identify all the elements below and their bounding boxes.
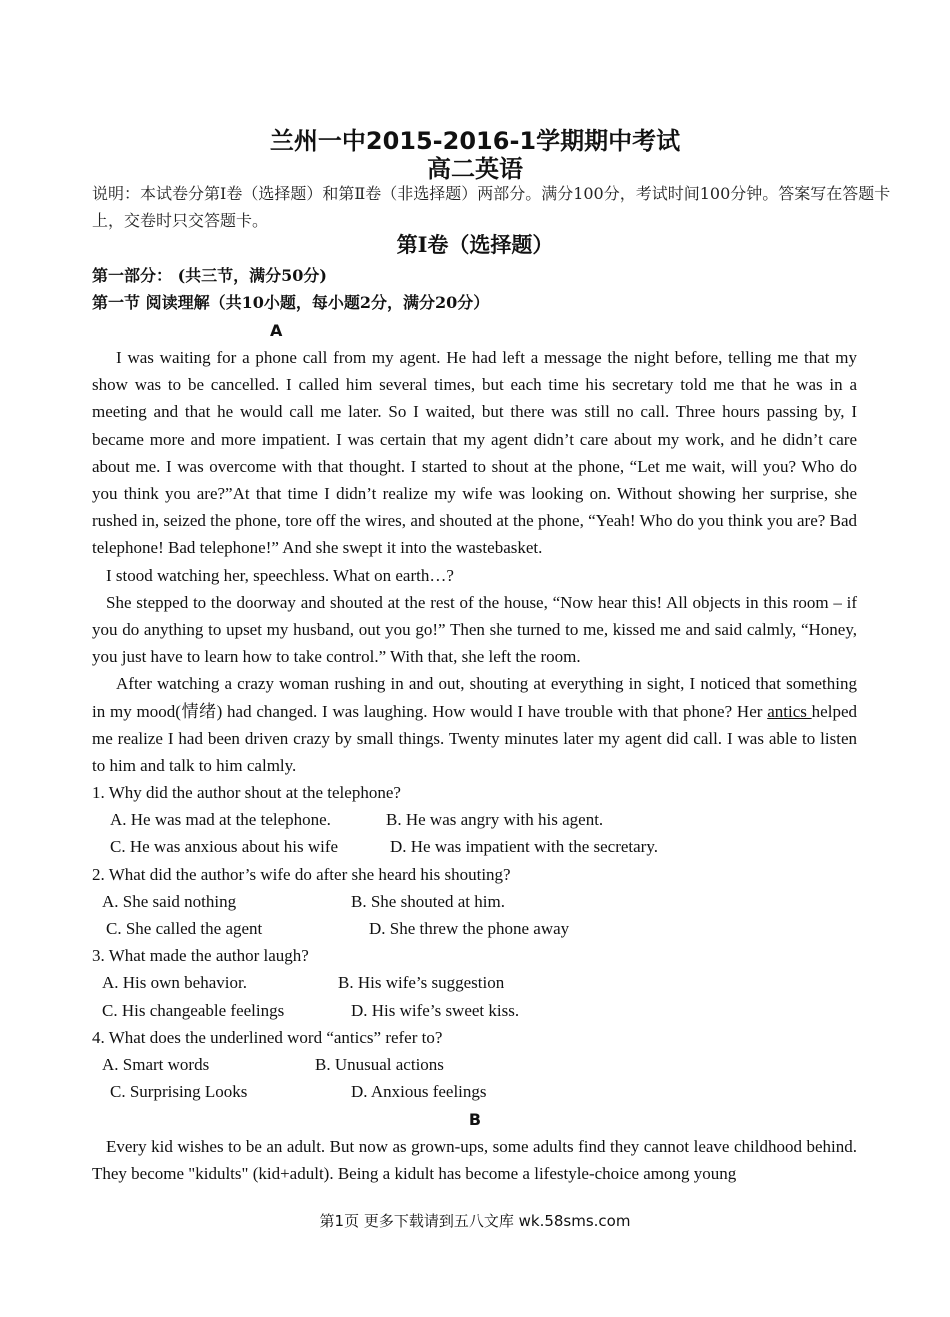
question-1-option-d[interactable]: D. He was impatient with the secretary. xyxy=(390,837,658,857)
passage-a-paragraph-4 xyxy=(92,670,857,779)
question-1-stem: 1. Why did the author shout at the telephone? xyxy=(92,783,401,802)
question-3-row-2 xyxy=(92,997,857,1024)
question-2-option-c[interactable]: C. She called the agent xyxy=(106,918,263,938)
question-1-option-c[interactable]: C. He was anxious about his wife xyxy=(110,837,339,857)
question-4-option-d[interactable]: D. Anxious feelings xyxy=(351,1082,487,1102)
paragraph-4-text-before: After watching a crazy woman rushing in and out, shouting at everything in sight, I noticed that something in my mood(情绪) had changed. I was laughing. How would I have trouble with that phone? Her xyxy=(92,674,857,721)
question-4-row-2 xyxy=(92,1078,857,1105)
question-2-row-2 xyxy=(92,915,857,942)
question-2-row-1 xyxy=(92,888,857,915)
question-3-option-d[interactable]: D. His wife’s sweet kiss. xyxy=(351,1000,520,1020)
question-3-row-1 xyxy=(92,969,857,996)
question-2-stem: 2. What did the author’s wife do after she heard his shouting? xyxy=(92,864,511,884)
question-4-option-c[interactable]: C. Surprising Looks xyxy=(110,1082,248,1102)
passage-b-paragraph-1: Every kid wishes to be an adult. But now as grown-ups, some adults find they cannot leave childhood behind. They become "kidults" (kid+adult). Being a kidult has become a lifestyle-choice among young xyxy=(92,1137,857,1184)
volume-title: 第Ⅰ卷（选择题） xyxy=(396,232,554,257)
passage-b xyxy=(92,1133,857,1187)
question-list xyxy=(92,779,857,1105)
question-3-option-b[interactable]: B. His wife’s suggestion xyxy=(338,973,505,993)
question-1-row-1 xyxy=(92,806,857,833)
question-2-option-b[interactable]: B. She shouted at him. xyxy=(351,891,505,911)
question-4-option-b[interactable]: B. Unusual actions xyxy=(315,1054,444,1074)
exam-title: 兰州一中2015-2016-1学期期中考试 xyxy=(269,127,681,155)
question-3-stem: 3. What made the author laugh? xyxy=(92,946,309,966)
part-title: 第一部分： (共三节，满分50分) xyxy=(92,266,327,285)
passage-a xyxy=(92,344,857,779)
question-4-option-a[interactable]: A. Smart words xyxy=(102,1054,210,1074)
question-1-option-a[interactable]: A. He was mad at the telephone. xyxy=(110,810,331,830)
passage-a-paragraph-2: I stood watching her, speechless. What on earth…? xyxy=(106,565,454,585)
underlined-word-antics: antics xyxy=(767,701,812,721)
passage-a-paragraph-1: I was waiting for a phone call from my agent. He had left a message the night before, telling me that my show was to be cancelled. I called him several times, but each time his secretary told me that he was in a meeting and that he would call me later. So I waited, but there was still no call. Three hours passing by, I became more and more impatient. I was certain that my agent didn’t care about my work, and he didn’t care about me. I was overcome with that thought. I started to shout at the phone, “Let me wait, will you? Who do you think you are?”At that time I didn’t realize my wife was looking on. Without showing her surprise, she rushed in, seized the phone, tore off the wires, and shouted at the phone, “Yeah! Who do you think you are? Bad telephone! Bad telephone!” And she swept it into the wastebasket. xyxy=(92,348,857,558)
subject-title: 高二英语 xyxy=(427,155,523,183)
passage-b-label: B xyxy=(468,1110,482,1129)
paragraph-4-text-after: helped me realize I had been driven crazy by small things. Twenty minutes later my agent did call. I was able to listen to him and talk to him calmly. xyxy=(92,701,857,776)
question-3-option-c[interactable]: C. His changeable feelings xyxy=(102,1000,285,1020)
question-3-option-a[interactable]: A. His own behavior. xyxy=(102,973,247,993)
passage-a-paragraph-3: She stepped to the doorway and shouted at the rest of the house, “Now hear this! All objects in this room – if you do anything to upset my husband, out you go!” Then she turned to me, kissed me and said calmly, “Honey, you just have to learn how to take control.” With that, she left the room. xyxy=(92,592,857,667)
question-1-option-b[interactable]: B. He was angry with his agent. xyxy=(386,810,604,830)
question-2-option-d[interactable]: D. She threw the phone away xyxy=(369,918,570,938)
question-2-option-a[interactable]: A. She said nothing xyxy=(102,891,237,911)
passage-a-label: A xyxy=(270,321,283,340)
question-4-row-1 xyxy=(92,1051,857,1078)
section-title: 第一节 阅读理解（共10小题，每小题2分，满分20分） xyxy=(92,293,490,312)
page-footer: 第1页 更多下载请到五八文库 wk.58sms.com xyxy=(319,1212,631,1230)
question-4-stem: 4. What does the underlined word “antics” refer to? xyxy=(92,1027,443,1047)
question-1-row-2 xyxy=(92,833,857,860)
exam-instructions: 说明：本试卷分第Ⅰ卷（选择题）和第Ⅱ卷（非选择题）两部分。满分100分，考试时间100分钟。答案写在答题卡上，交卷时只交答题卡。 xyxy=(92,184,891,230)
